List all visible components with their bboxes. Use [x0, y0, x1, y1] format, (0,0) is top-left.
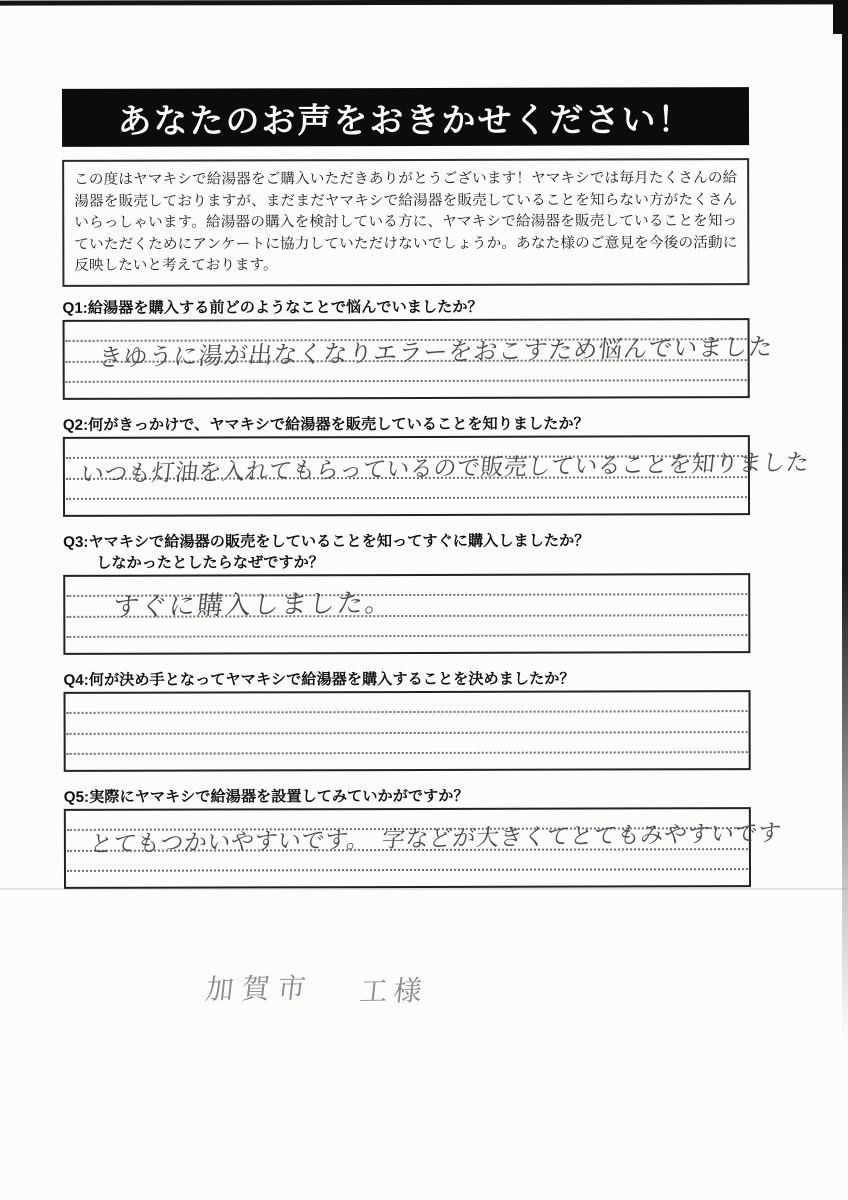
- question-label-q1: Q1:給湯器を購入する前どのようなことで悩んでいましたか？: [62, 298, 483, 317]
- ruled-dotted-line: [66, 634, 747, 638]
- handwritten-city: 加賀市: [203, 971, 316, 1007]
- answer-box-q1: [63, 318, 775, 400]
- answer-box-q3: [63, 573, 750, 655]
- handwritten-answer-q5: とてもつかいやすいです。 字などが大きくてとてもみやすいです: [88, 819, 783, 858]
- question-block-q2: [62, 414, 811, 517]
- handwritten-customer-name: 工様: [357, 974, 430, 1009]
- banner: [62, 87, 749, 147]
- ruled-dotted-line: [66, 379, 747, 383]
- question-block-q5: [63, 786, 783, 889]
- banner-title: あなたのお声をおきかせください！: [117, 100, 694, 141]
- ruled-dotted-line: [66, 359, 747, 363]
- answer-box-q5: [64, 807, 783, 889]
- survey-content: [62, 87, 811, 904]
- ruled-dotted-line: [66, 476, 747, 480]
- ruled-dotted-line: [67, 827, 748, 831]
- ruled-dotted-line: [67, 731, 748, 735]
- ruled-dotted-line: [66, 338, 747, 342]
- handwritten-answer-q3: すぐに購入しました。: [111, 587, 395, 623]
- ruled-dotted-line: [67, 751, 748, 755]
- answer-box-q4: [64, 690, 751, 772]
- question-label-q4: Q4:何が決め手となってヤマキシで給湯器を購入することを決めましたか？: [63, 670, 575, 689]
- ruled-dotted-line: [66, 455, 747, 459]
- ruled-dotted-line: [66, 614, 747, 618]
- ruled-dotted-line: [66, 593, 747, 597]
- answer-box-q2: [63, 435, 811, 517]
- scan-artifact-right-edge: [842, 0, 848, 1040]
- ruled-dotted-line: [67, 848, 748, 852]
- intro-box: [62, 158, 749, 286]
- footer-signature: [0, 960, 848, 1020]
- question-label-q3-line2: しなかったとしたらなぜですか？: [96, 553, 325, 572]
- ruled-dotted-line: [67, 710, 748, 714]
- question-label-q5: Q5:実際にヤマキシで給湯器を設置してみていかがですか？: [63, 787, 469, 806]
- scan-artifact-top-edge: [0, 0, 848, 6]
- scan-artifact-top-right-corner: [833, 0, 848, 34]
- handwritten-answer-q2: いつも灯油を入れてもらっているので販売していることを知りました: [79, 449, 811, 488]
- question-block-q1: [62, 297, 775, 400]
- ruled-dotted-line: [67, 868, 748, 872]
- question-block-q3: [63, 531, 750, 655]
- question-block-q4: [63, 669, 750, 772]
- handwritten-answer-q1: きゆうに湯が出なくなりエラーをおこすため悩んでいました: [96, 332, 775, 372]
- question-label-q2: Q2:何がきっかけで、ヤマキシで給湯器を販売していることを知りましたか？: [62, 415, 589, 434]
- ruled-dotted-line: [66, 496, 747, 500]
- intro-text: この度はヤマキシで給湯器をご購入いただきありがとうございます！ヤマキシでは毎月たくさんの給湯器を販売しておりますが、まだまだヤマキシで給湯器を販売していることを知らない方がたくさんいらっしゃいます。給湯器の購入を検討している方に、ヤマキシで給湯器を販売していることを知っていただくためにアンケートに協力していただけないでしょうか。あなた様のご意見を今後の活動に反映したいと考えております。: [74, 170, 738, 274]
- question-label-q3: Q3:ヤマキシで給湯器の販売をしていることを知ってすぐに購入しましたか？: [63, 532, 590, 551]
